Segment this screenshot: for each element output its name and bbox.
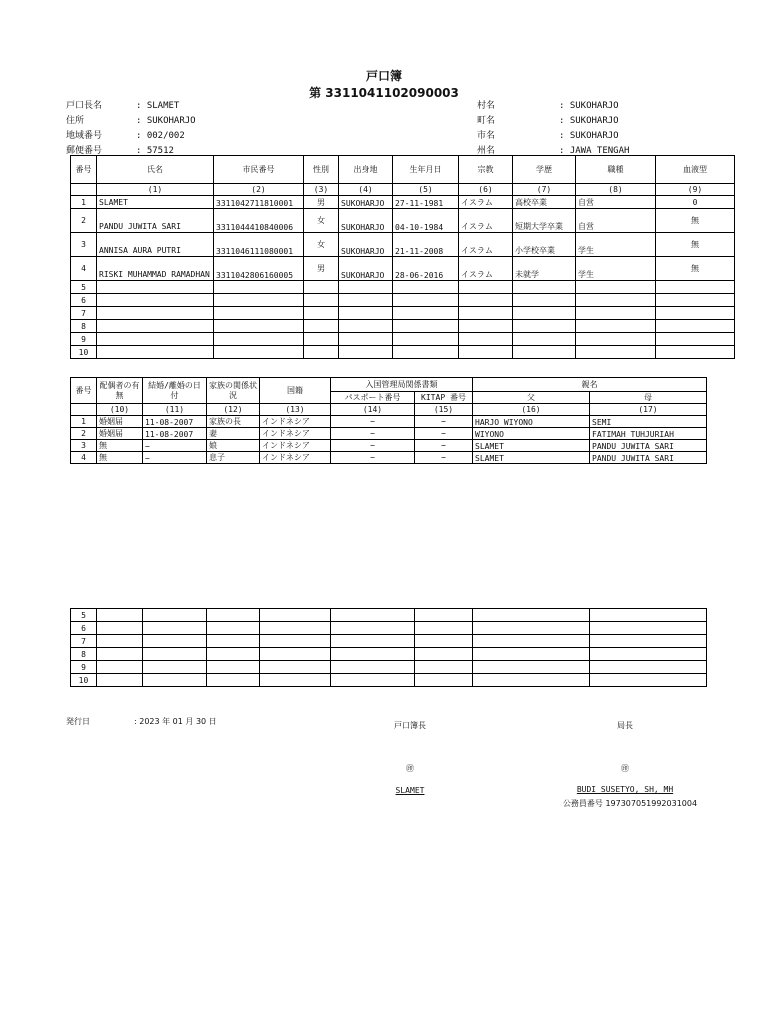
table-cell — [304, 294, 339, 307]
table-cell: 学生 — [576, 233, 656, 257]
table-cell — [97, 320, 214, 333]
table-cell: SLAMET — [473, 452, 590, 464]
table-cell — [415, 661, 473, 674]
column-number: (11) — [143, 404, 207, 416]
table-cell — [473, 661, 590, 674]
column-number: (16) — [473, 404, 590, 416]
table-cell: SUKOHARJO — [339, 209, 393, 233]
header-cell: KITAP 番号 — [415, 392, 473, 404]
table-cell: 4 — [71, 452, 97, 464]
table-cell — [393, 294, 459, 307]
table-cell — [513, 333, 576, 346]
info-label: 戸口長名 — [66, 101, 103, 111]
header-cell: 氏名 — [97, 156, 214, 184]
table-cell: 女 — [304, 233, 339, 257]
table-cell — [331, 648, 415, 661]
table-cell — [576, 294, 656, 307]
column-number: (8) — [576, 184, 656, 196]
table-cell: 1 — [71, 196, 97, 209]
table-cell: 3311042711810001 — [214, 196, 304, 209]
column-number: (4) — [339, 184, 393, 196]
header-cell: 番号 — [71, 378, 97, 404]
table-cell: 04-10-1984 — [393, 209, 459, 233]
header-cell: 学歴 — [513, 156, 576, 184]
table-cell — [656, 320, 735, 333]
table-cell: PANDU JUWITA SARI — [97, 209, 214, 233]
table-cell — [304, 281, 339, 294]
table-cell — [339, 320, 393, 333]
table-cell: 9 — [71, 333, 97, 346]
table-cell — [576, 307, 656, 320]
table-cell — [656, 333, 735, 346]
table-cell: 妻 — [207, 428, 260, 440]
table-cell: FATIMAH TUHJURIAH — [590, 428, 707, 440]
table-cell — [331, 622, 415, 635]
table-row — [71, 452, 707, 464]
table-cell: 息子 — [207, 452, 260, 464]
table-cell — [415, 635, 473, 648]
table-cell — [513, 294, 576, 307]
info-value: : SUKOHARJO — [559, 101, 619, 111]
table-cell: RISKI MUHAMMAD RAMADHAN — [97, 257, 214, 281]
table-cell — [393, 307, 459, 320]
table-cell — [393, 346, 459, 359]
header-cell: 番号 — [71, 156, 97, 184]
table-cell: 5 — [71, 281, 97, 294]
header-cell: 生年月日 — [393, 156, 459, 184]
table-cell — [576, 281, 656, 294]
table-cell — [97, 648, 143, 661]
table-cell: 無 — [97, 440, 143, 452]
table-row — [71, 333, 735, 346]
table-cell: インドネシア — [260, 452, 331, 464]
table-cell — [459, 281, 513, 294]
issue-date: : 2023 年 01 月 30 日 — [134, 717, 217, 726]
header-cell: 宗教 — [459, 156, 513, 184]
table-cell — [459, 307, 513, 320]
table-cell — [576, 333, 656, 346]
table-cell — [97, 674, 143, 687]
header-cell: 結婚/離婚の日付 — [143, 378, 207, 404]
table-cell — [143, 622, 207, 635]
table-cell — [576, 320, 656, 333]
chief-title: 局長 — [617, 721, 633, 730]
table-cell: 無 — [656, 209, 735, 233]
chief-name: BUDI SUSETYO, SH, MH — [576, 785, 674, 794]
table-row — [71, 307, 735, 320]
table-cell: イスラム — [459, 196, 513, 209]
table-cell: インドネシア — [260, 428, 331, 440]
column-number — [71, 404, 97, 416]
table-cell: 3311044410840006 — [214, 209, 304, 233]
table-cell — [459, 346, 513, 359]
header-cell: 血液型 — [656, 156, 735, 184]
table-cell — [260, 622, 331, 635]
table-cell — [473, 622, 590, 635]
table-cell: 娘 — [207, 440, 260, 452]
table-cell: 6 — [71, 294, 97, 307]
table-cell: − — [143, 440, 207, 452]
table-cell — [143, 635, 207, 648]
row-number: 8 — [71, 648, 97, 661]
table-cell: WIYONO — [473, 428, 590, 440]
table-cell: 3311042806160005 — [214, 257, 304, 281]
table-row — [71, 196, 735, 209]
table-cell: 未就学 — [513, 257, 576, 281]
table-cell: − — [331, 428, 415, 440]
table-cell — [339, 333, 393, 346]
header-cell: 家族の関係状況 — [207, 378, 260, 404]
table-cell — [260, 609, 331, 622]
header-cell: 父 — [473, 392, 590, 404]
table-cell — [513, 307, 576, 320]
table-cell — [656, 281, 735, 294]
table-cell — [214, 294, 304, 307]
table-cell: − — [143, 452, 207, 464]
table-cell: 11-08-2007 — [143, 428, 207, 440]
info-label: 地域番号 — [66, 131, 103, 141]
table-cell — [513, 346, 576, 359]
table-row — [71, 648, 707, 661]
info-value: : 002/002 — [136, 131, 185, 141]
table-cell — [393, 320, 459, 333]
table-cell: 8 — [71, 320, 97, 333]
table-cell: 7 — [71, 307, 97, 320]
table-cell — [97, 294, 214, 307]
header-cell: 親名 — [473, 378, 707, 392]
civil-status-table — [70, 377, 707, 464]
table-cell: 婚姻届 — [97, 416, 143, 428]
table-row — [71, 320, 735, 333]
table-cell — [339, 294, 393, 307]
table-cell — [415, 622, 473, 635]
table-cell — [214, 346, 304, 359]
seal-icon: ㊞ — [621, 764, 629, 773]
table-cell — [473, 635, 590, 648]
table-cell — [339, 307, 393, 320]
table-cell: − — [331, 452, 415, 464]
table-cell — [590, 674, 707, 687]
row-number: 10 — [71, 674, 97, 687]
table-cell: 短期大学卒業 — [513, 209, 576, 233]
table-cell: − — [415, 416, 473, 428]
table-cell: 学生 — [576, 257, 656, 281]
table-cell: 男 — [304, 196, 339, 209]
info-row — [66, 99, 326, 114]
table-cell — [415, 674, 473, 687]
table-row — [71, 257, 735, 281]
table-cell: イスラム — [459, 257, 513, 281]
table-cell — [207, 609, 260, 622]
info-row — [66, 129, 326, 144]
blank-continuation-table — [70, 608, 707, 687]
table-cell — [214, 320, 304, 333]
table-cell — [393, 333, 459, 346]
table-cell: 27-11-1981 — [393, 196, 459, 209]
table-row — [71, 622, 707, 635]
table-cell: − — [415, 440, 473, 452]
header-cell: 入国管理局関係書類 — [331, 378, 473, 392]
column-number — [71, 184, 97, 196]
header-cell: 国籍 — [260, 378, 331, 404]
head-title: 戸口簿長 — [394, 721, 426, 730]
info-row — [66, 114, 326, 129]
table-cell — [513, 281, 576, 294]
column-number: (9) — [656, 184, 735, 196]
table-cell — [393, 281, 459, 294]
table-cell — [590, 609, 707, 622]
table-cell: − — [331, 416, 415, 428]
column-number: (10) — [97, 404, 143, 416]
table-cell: 11-08-2007 — [143, 416, 207, 428]
table-row — [71, 440, 707, 452]
table-cell — [656, 307, 735, 320]
table-cell — [590, 661, 707, 674]
table-cell — [260, 674, 331, 687]
info-value: : JAWA TENGAH — [559, 146, 630, 156]
table-cell: 男 — [304, 257, 339, 281]
table-cell: 21-11-2008 — [393, 233, 459, 257]
table-cell — [459, 294, 513, 307]
row-number: 6 — [71, 622, 97, 635]
table-cell — [459, 333, 513, 346]
table-cell — [304, 307, 339, 320]
table-cell — [207, 648, 260, 661]
table-cell — [304, 333, 339, 346]
row-number: 5 — [71, 609, 97, 622]
info-value: : SUKOHARJO — [136, 116, 196, 126]
header-cell: 職種 — [576, 156, 656, 184]
info-value: : 57512 — [136, 146, 174, 156]
issue-label: 発行日 — [66, 717, 90, 726]
table-cell — [656, 346, 735, 359]
table-cell — [260, 635, 331, 648]
column-number: (13) — [260, 404, 331, 416]
table-cell: 28-06-2016 — [393, 257, 459, 281]
table-cell: HARJO WIYONO — [473, 416, 590, 428]
column-number: (2) — [214, 184, 304, 196]
column-number: (15) — [415, 404, 473, 416]
table-cell: 0 — [656, 196, 735, 209]
header-cell: 出身地 — [339, 156, 393, 184]
table-cell: 高校卒業 — [513, 196, 576, 209]
table-cell — [331, 674, 415, 687]
table-row — [71, 609, 707, 622]
table-cell — [207, 661, 260, 674]
info-right — [477, 99, 727, 159]
column-number: (6) — [459, 184, 513, 196]
table-cell: 2 — [71, 428, 97, 440]
table-cell: 小学校卒業 — [513, 233, 576, 257]
table-row — [71, 233, 735, 257]
table-cell — [143, 674, 207, 687]
header-cell: 配偶者の有無 — [97, 378, 143, 404]
info-label: 郵便番号 — [66, 146, 103, 156]
table-cell — [214, 307, 304, 320]
info-label: 州名 — [477, 146, 496, 156]
table-cell — [590, 622, 707, 635]
table-cell: 無 — [656, 257, 735, 281]
document-number: 第 3311041102090003 — [309, 86, 459, 100]
table-row — [71, 281, 735, 294]
table-cell — [97, 346, 214, 359]
table-cell — [207, 635, 260, 648]
table-cell: 自営 — [576, 196, 656, 209]
table-cell — [656, 294, 735, 307]
table-cell — [339, 281, 393, 294]
document-title: 戸口簿 — [365, 69, 402, 83]
table-cell: PANDU JUWITA SARI — [590, 440, 707, 452]
table-cell: 自営 — [576, 209, 656, 233]
table-cell: − — [331, 440, 415, 452]
column-number: (7) — [513, 184, 576, 196]
info-row — [477, 129, 727, 144]
table-cell — [473, 648, 590, 661]
table-cell — [207, 674, 260, 687]
table-cell: インドネシア — [260, 416, 331, 428]
table-row — [71, 416, 707, 428]
table-cell: − — [415, 452, 473, 464]
table-cell: 無 — [656, 233, 735, 257]
row-number: 9 — [71, 661, 97, 674]
table-cell — [97, 661, 143, 674]
header-cell: パスポート番号 — [331, 392, 415, 404]
column-number: (1) — [97, 184, 214, 196]
info-row — [477, 99, 727, 114]
header-cell: 市民番号 — [214, 156, 304, 184]
info-label: 住所 — [66, 116, 85, 126]
table-cell: SUKOHARJO — [339, 233, 393, 257]
table-cell — [304, 346, 339, 359]
table-cell: ANNISA AURA PUTRI — [97, 233, 214, 257]
table-cell — [143, 648, 207, 661]
table-cell: 2 — [71, 209, 97, 233]
info-value: : SUKOHARJO — [559, 116, 619, 126]
table-cell — [97, 307, 214, 320]
table-cell: 家族の長 — [207, 416, 260, 428]
table-cell: 4 — [71, 257, 97, 281]
table-cell — [590, 635, 707, 648]
chief-id: 公務員番号 197307051992031004 — [562, 799, 698, 808]
info-row — [477, 114, 727, 129]
table-cell — [331, 661, 415, 674]
table-cell — [214, 281, 304, 294]
table-cell — [143, 661, 207, 674]
column-number: (12) — [207, 404, 260, 416]
table-cell: SLAMET — [97, 196, 214, 209]
table-row — [71, 428, 707, 440]
table-cell — [214, 333, 304, 346]
table-cell — [576, 346, 656, 359]
table-cell — [97, 281, 214, 294]
seal-icon: ㊞ — [406, 764, 414, 773]
header-cell: 母 — [590, 392, 707, 404]
table-cell — [473, 674, 590, 687]
table-row — [71, 674, 707, 687]
table-cell: SUKOHARJO — [339, 196, 393, 209]
table-row — [71, 635, 707, 648]
table-cell — [415, 609, 473, 622]
column-number: (3) — [304, 184, 339, 196]
header-cell: 性別 — [304, 156, 339, 184]
table-cell — [97, 622, 143, 635]
table-cell — [143, 609, 207, 622]
column-number: (5) — [393, 184, 459, 196]
table-cell: 3 — [71, 440, 97, 452]
info-value: : SLAMET — [136, 101, 180, 111]
column-number: (14) — [331, 404, 415, 416]
table-cell: イスラム — [459, 209, 513, 233]
table-cell: インドネシア — [260, 440, 331, 452]
row-number: 7 — [71, 635, 97, 648]
table-cell: イスラム — [459, 233, 513, 257]
table-cell — [473, 609, 590, 622]
table-cell — [304, 320, 339, 333]
table-cell — [260, 661, 331, 674]
info-value: : SUKOHARJO — [559, 131, 619, 141]
table-cell — [97, 609, 143, 622]
table-row — [71, 294, 735, 307]
info-label: 町名 — [477, 116, 496, 126]
table-cell: 婚姻届 — [97, 428, 143, 440]
table-cell — [331, 609, 415, 622]
table-cell — [459, 320, 513, 333]
table-cell: 女 — [304, 209, 339, 233]
table-cell — [513, 320, 576, 333]
table-cell — [339, 346, 393, 359]
table-cell: PANDU JUWITA SARI — [590, 452, 707, 464]
table-cell: 1 — [71, 416, 97, 428]
table-cell — [260, 648, 331, 661]
table-cell: SLAMET — [473, 440, 590, 452]
head-name: SLAMET — [395, 786, 425, 795]
table-cell: − — [415, 428, 473, 440]
table-row — [71, 661, 707, 674]
info-label: 市名 — [477, 131, 496, 141]
table-cell — [97, 635, 143, 648]
table-cell: 無 — [97, 452, 143, 464]
family-members-table — [70, 155, 735, 359]
table-cell — [331, 635, 415, 648]
table-cell: SEMI — [590, 416, 707, 428]
table-cell: 10 — [71, 346, 97, 359]
table-cell — [97, 333, 214, 346]
table-cell — [590, 648, 707, 661]
table-cell — [415, 648, 473, 661]
table-row — [71, 346, 735, 359]
table-row — [71, 209, 735, 233]
table-cell: 3311046111080001 — [214, 233, 304, 257]
table-cell: 3 — [71, 233, 97, 257]
info-label: 村名 — [477, 101, 496, 111]
column-number: (17) — [590, 404, 707, 416]
info-left — [66, 99, 326, 159]
table-cell: SUKOHARJO — [339, 257, 393, 281]
table-cell — [207, 622, 260, 635]
